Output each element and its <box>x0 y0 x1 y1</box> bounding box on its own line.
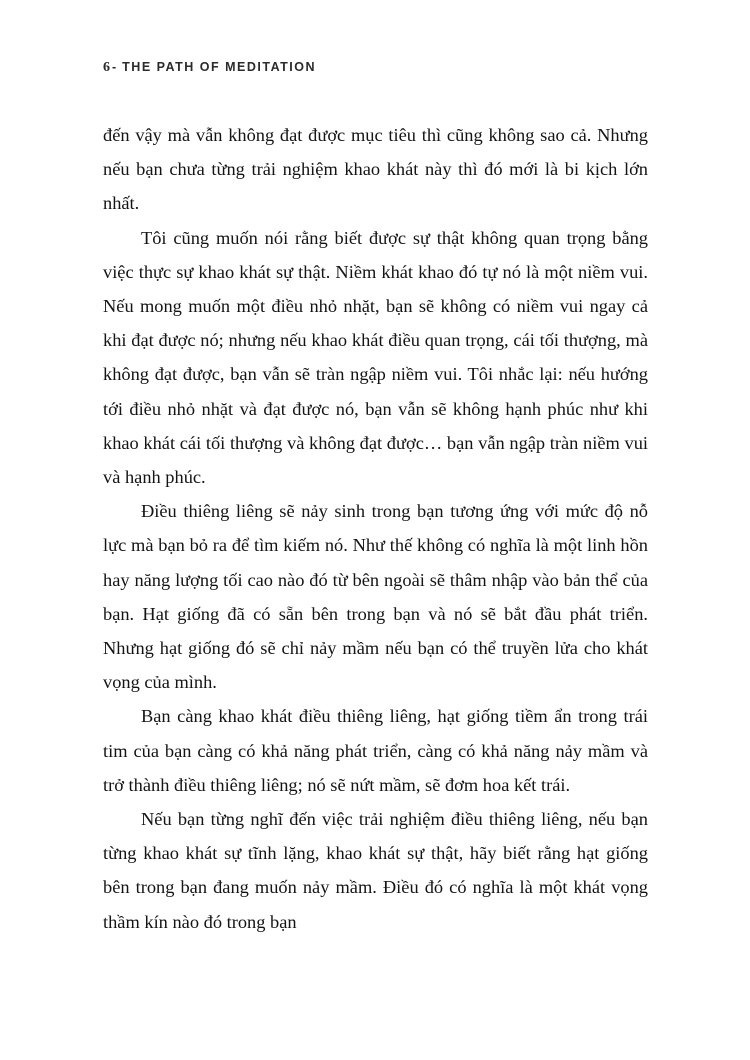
paragraph: đến vậy mà vẫn không đạt được mục tiêu thì cũng không sao cả. Nhưng nếu bạn chưa từng trải nghiệm khao khát này thì đó mới là bi kịch lớn nhất. <box>103 125 648 214</box>
running-head-separator: - <box>112 60 118 74</box>
page-number: 6 <box>103 60 110 75</box>
paragraph: Nếu bạn từng nghĩ đến việc trải nghiệm điều thiêng liêng, nếu bạn từng khao khát sự tĩnh lặng, khao khát sự thật, hãy biết rằng hạt giống bên trong bạn đang muốn nảy mầm. Điều đó có nghĩa là một khát vọng thầm kín nào đó trong bạn <box>103 809 648 932</box>
running-head <box>103 60 647 76</box>
paragraph: Tôi cũng muốn nói rằng biết được sự thật không quan trọng bằng việc thực sự khao khát sự thật. Niềm khát khao đó tự nó là một niềm vui. Nếu mong muốn một điều nhỏ nhặt, bạn sẽ không có niềm vui ngay cả khi đạt được nó; nhưng nếu khao khát điều quan trọng, cái tối thượng, mà không đạt được, bạn vẫn sẽ tràn ngập niềm vui. Tôi nhắc lại: nếu hướng tới điều nhỏ nhặt và đạt được nó, bạn vẫn sẽ không hạnh phúc như khi khao khát cái tối thượng và không đạt được… bạn vẫn ngập tràn niềm vui và hạnh phúc. <box>103 227 648 488</box>
running-head-title: THE PATH OF MEDITATION <box>122 60 317 74</box>
paragraph: Điều thiêng liêng sẽ nảy sinh trong bạn tương ứng với mức độ nỗ lực mà bạn bỏ ra để tìm kiếm nó. Như thế không có nghĩa là một linh hồn hay năng lượng tối cao nào đó từ bên ngoài sẽ thâm nhập vào bản thể của bạn. Hạt giống đã có sẵn bên trong bạn và nó sẽ bắt đầu phát triển. Nhưng hạt giống đó sẽ chỉ nảy mầm nếu bạn có thể truyền lửa cho khát vọng của mình. <box>103 501 648 693</box>
paragraph: Bạn càng khao khát điều thiêng liêng, hạt giống tiềm ẩn trong trái tim của bạn càng có khả năng phát triển, càng có khả năng nảy mầm và trở thành điều thiêng liêng; nó sẽ nứt mầm, sẽ đơm hoa kết trái. <box>103 706 648 795</box>
body-text <box>103 118 648 939</box>
